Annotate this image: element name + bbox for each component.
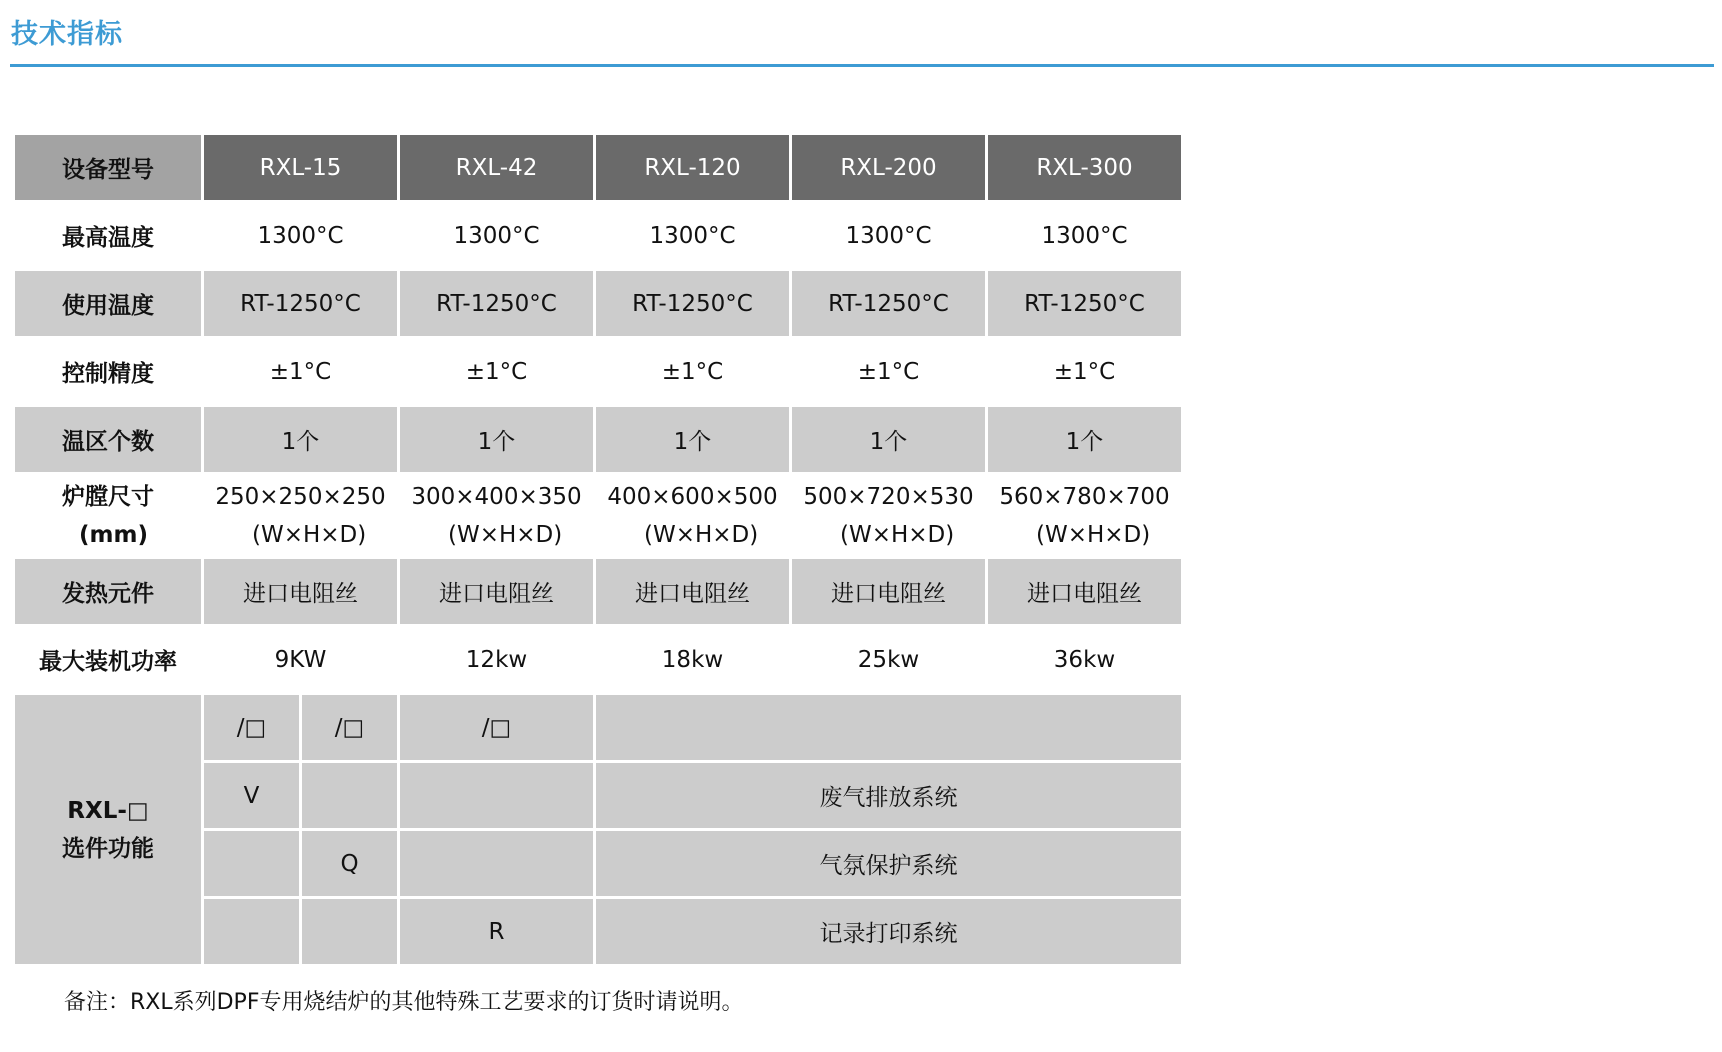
table-cell (596, 475, 789, 556)
chamber-dimensions: 300×400×350 (411, 483, 582, 510)
table-cell: 18kw (596, 627, 789, 692)
option-empty (400, 831, 593, 896)
chamber-unit: (W×H×D) (644, 521, 759, 548)
table-row-precision (15, 339, 1181, 404)
row-label-models: 设备型号 (15, 135, 201, 200)
model-header: RXL-120 (596, 135, 789, 200)
table-cell: ±1°C (204, 339, 397, 404)
table-cell: 进口电阻丝 (400, 559, 593, 624)
table-cell (204, 475, 397, 556)
row-label-chamber-unit: (mm) (79, 521, 148, 548)
table-cell: 36kw (988, 627, 1181, 692)
table-cell: 1300°C (596, 203, 789, 268)
table-cell (400, 475, 593, 556)
table-row-max-temp (15, 203, 1181, 268)
table-cell (988, 475, 1181, 556)
table-cell: 1300°C (204, 203, 397, 268)
option-empty (302, 763, 397, 828)
table-cell: ±1°C (988, 339, 1181, 404)
table-cell: 1个 (792, 407, 985, 472)
row-label-chamber-line1: 炉膛尺寸 (62, 483, 154, 510)
options-model-code: RXL-□ (67, 797, 149, 824)
option-slot: /□ (400, 695, 593, 760)
chamber-unit: (W×H×D) (448, 521, 563, 548)
footnote: 备注：RXL系列DPF专用烧结炉的其他特殊工艺要求的订货时请说明。 (64, 990, 744, 1015)
row-label-zones: 温区个数 (15, 407, 201, 472)
chamber-dimensions: 250×250×250 (215, 483, 386, 510)
chamber-dimensions: 500×720×530 (803, 483, 974, 510)
model-header: RXL-300 (988, 135, 1181, 200)
table-row-heater (15, 559, 1181, 624)
option-empty (204, 831, 299, 896)
title-divider (10, 64, 1714, 67)
table-cell: RT-1250°C (792, 271, 985, 336)
table-cell: 进口电阻丝 (204, 559, 397, 624)
table-cell: ±1°C (596, 339, 789, 404)
table-cell: ±1°C (400, 339, 593, 404)
model-header: RXL-200 (792, 135, 985, 200)
table-cell: 12kw (400, 627, 593, 692)
chamber-unit: (W×H×D) (1036, 521, 1151, 548)
row-label-heater: 发热元件 (15, 559, 201, 624)
option-empty (400, 763, 593, 828)
chamber-dimensions: 560×780×700 (999, 483, 1170, 510)
table-row-chamber (15, 475, 1181, 556)
table-cell: ±1°C (792, 339, 985, 404)
table-cell: RT-1250°C (596, 271, 789, 336)
row-label-options (15, 695, 201, 964)
table-row-option-slots (15, 695, 1181, 760)
section-title: 技术指标 (11, 19, 123, 50)
option-slot: /□ (204, 695, 299, 760)
table-cell: 1300°C (400, 203, 593, 268)
row-label-max-temp: 最高温度 (15, 203, 201, 268)
option-code-v: V (204, 763, 299, 828)
table-cell: 9KW (204, 627, 397, 692)
option-empty (302, 899, 397, 964)
spec-table (12, 132, 1184, 967)
row-label-precision: 控制精度 (15, 339, 201, 404)
chamber-unit: (W×H×D) (252, 521, 367, 548)
table-cell: 1300°C (792, 203, 985, 268)
option-description-r: 记录打印系统 (596, 899, 1181, 964)
chamber-dimensions: 400×600×500 (607, 483, 778, 510)
table-cell: RT-1250°C (400, 271, 593, 336)
table-cell: 25kw (792, 627, 985, 692)
options-title: 选件功能 (62, 835, 154, 862)
table-cell: 1个 (988, 407, 1181, 472)
table-cell: 进口电阻丝 (792, 559, 985, 624)
model-header: RXL-42 (400, 135, 593, 200)
chamber-unit: (W×H×D) (840, 521, 955, 548)
table-cell: 1个 (400, 407, 593, 472)
table-row-use-temp (15, 271, 1181, 336)
table-row-power (15, 627, 1181, 692)
option-slot: /□ (302, 695, 397, 760)
model-header: RXL-15 (204, 135, 397, 200)
table-cell: 1个 (596, 407, 789, 472)
option-code-q: Q (302, 831, 397, 896)
table-cell: 进口电阻丝 (988, 559, 1181, 624)
option-description-q: 气氛保护系统 (596, 831, 1181, 896)
table-cell: 进口电阻丝 (596, 559, 789, 624)
table-cell: RT-1250°C (204, 271, 397, 336)
option-description-v: 废气排放系统 (596, 763, 1181, 828)
row-label-chamber (15, 475, 201, 556)
option-description-empty (596, 695, 1181, 760)
table-cell (792, 475, 985, 556)
table-row-zones (15, 407, 1181, 472)
table-cell: RT-1250°C (988, 271, 1181, 336)
row-label-use-temp: 使用温度 (15, 271, 201, 336)
row-label-power: 最大装机功率 (15, 627, 201, 692)
option-empty (204, 899, 299, 964)
table-row-models (15, 135, 1181, 200)
table-cell: 1个 (204, 407, 397, 472)
table-cell: 1300°C (988, 203, 1181, 268)
option-code-r: R (400, 899, 593, 964)
